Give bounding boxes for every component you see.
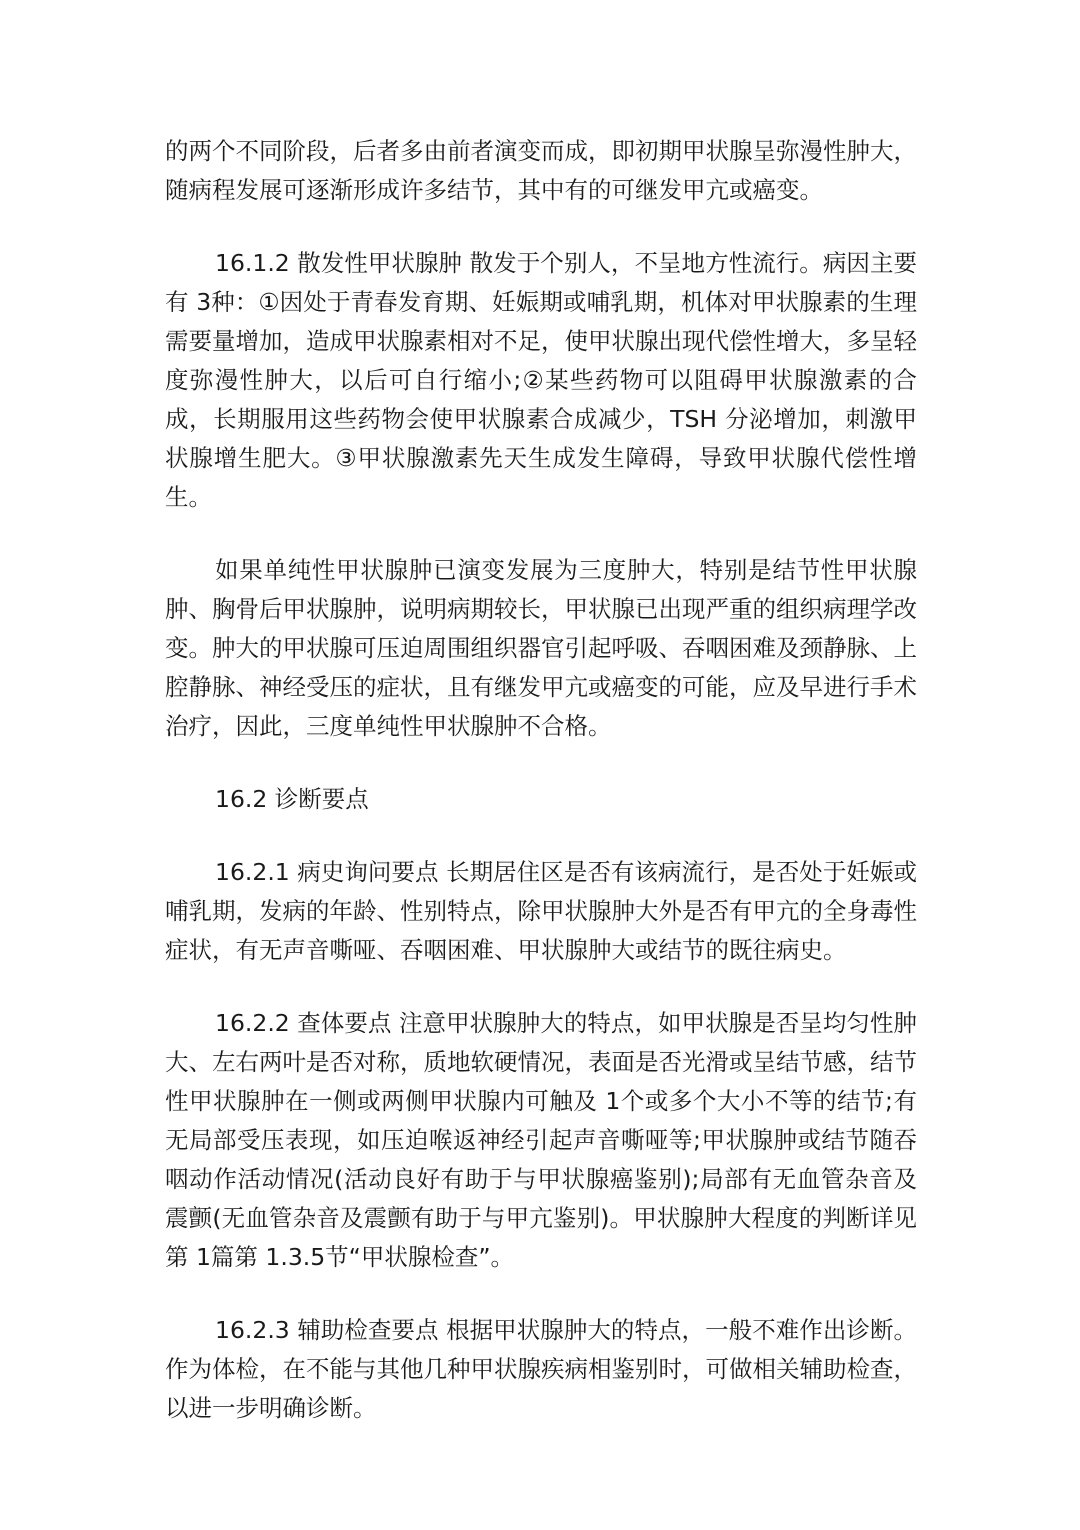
paragraph-continuation: 的两个不同阶段，后者多由前者演变而成，即初期甲状腺呈弥漫性肿大，随病程发展可逐渐形成许多结节，其中有的可继发甲亢或癌变。: [165, 137, 917, 204]
document-page: [165, 132, 917, 1462]
paragraph-16-2-2: 16.2.2 查体要点 注意甲状腺肿大的特点，如甲状腺是否呈均匀性肿大、左右两叶是否对称，质地软硬情况，表面是否光滑或呈结节感，结节性甲状腺肿在一侧或两侧甲状腺内可触及 1个或多个大小不等的结节;有无局部受压表现，如压迫喉返神经引起声音嘶哑等;甲状腺肿或结节随吞咽动作活动情况(活动良好有助于与甲状腺癌鉴别);局部有无血管杂音及震颤(无血管杂音及震颤有助于与甲亢鉴别)。甲状腺肿大程度的判断详见第 1篇第 1.3.5节“甲状腺检查”。: [165, 1009, 917, 1271]
paragraph-16-2-1: 16.2.1 病史询问要点 长期居住区是否有该病流行，是否处于妊娠或哺乳期，发病的年龄、性别特点，除甲状腺肿大外是否有甲亢的全身毒性症状，有无声音嘶哑、吞咽困难、甲状腺肿大或结节的既往病史。: [165, 858, 917, 964]
paragraph-16-1-2: 16.1.2 散发性甲状腺肿 散发于个别人，不呈地方性流行。病因主要有 3种：①因处于青春发育期、妊娠期或哺乳期，机体对甲状腺素的生理需要量增加，造成甲状腺素相对不足，使甲状腺出现代偿性增大，多呈轻度弥漫性肿大，以后可自行缩小;②某些药物可以阻碍甲状腺激素的合成，长期服用这些药物会使甲状腺素合成减少，TSH 分泌增加，刺激甲状腺增生肥大。③甲状腺激素先天生成发生障碍，导致甲状腺代偿性增生。: [165, 249, 917, 511]
paragraph-surgery-recommendation: 如果单纯性甲状腺肿已演变发展为三度肿大，特别是结节性甲状腺肿、胸骨后甲状腺肿，说明病期较长，甲状腺已出现严重的组织病理学改变。肿大的甲状腺可压迫周围组织器官引起呼吸、吞咽困难及颈静脉、上腔静脉、神经受压的症状，且有继发甲亢或癌变的可能，应及早进行手术治疗，因此，三度单纯性甲状腺肿不合格。: [165, 556, 917, 740]
paragraph-16-2-3: 16.2.3 辅助检查要点 根据甲状腺肿大的特点，一般不难作出诊断。作为体检，在不能与其他几种甲状腺疾病相鉴别时，可做相关辅助检查，以进一步明确诊断。: [165, 1316, 917, 1422]
section-heading-16-2: 16.2 诊断要点: [215, 785, 369, 813]
